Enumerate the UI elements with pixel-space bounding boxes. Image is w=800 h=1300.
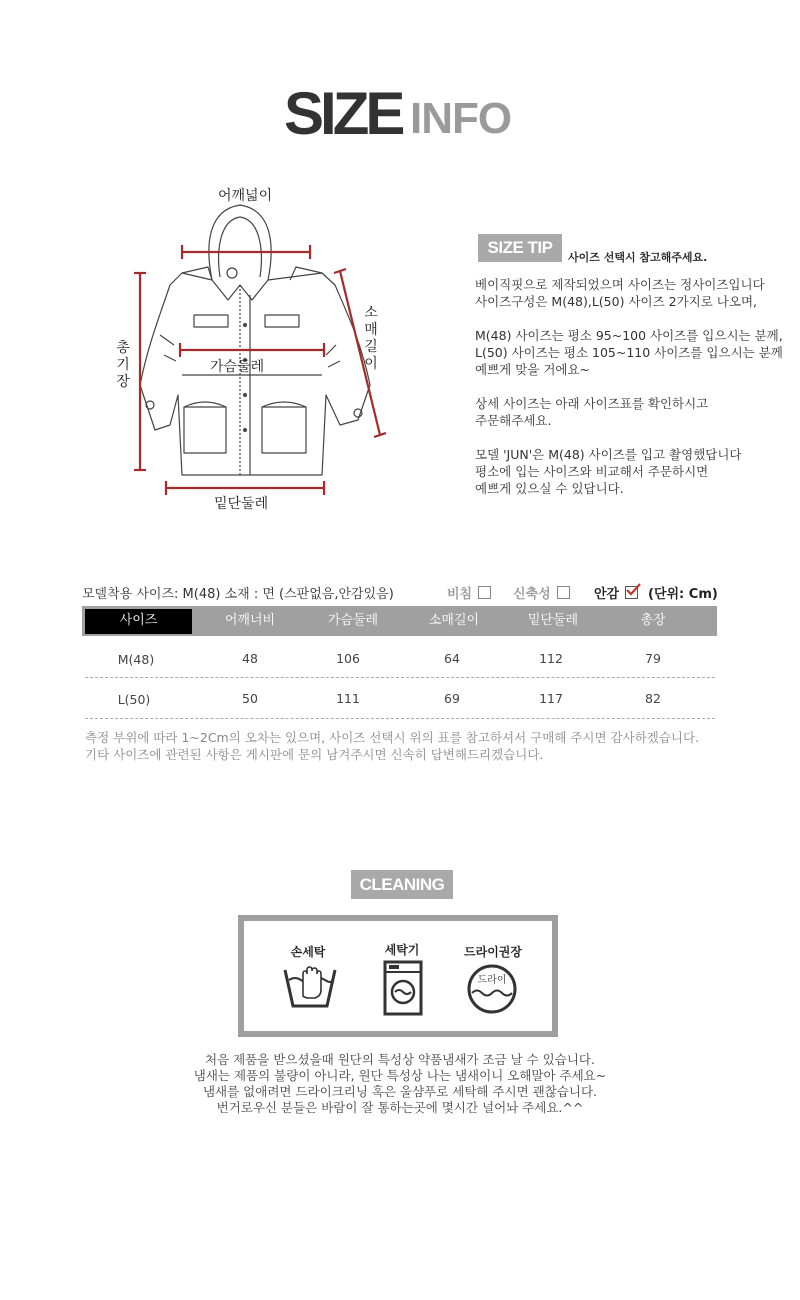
unit-label: (단위: Cm) (648, 587, 718, 602)
lining-label: 안감 (594, 587, 620, 602)
page-title: SIZE (284, 80, 402, 147)
cleaning-badge: CLEANING (351, 870, 453, 899)
size-note: 측정 부위에 따라 1~2Cm의 오차는 있으며, 사이즈 선택시 위의 표를 참고하셔서 구매해 주시면 감사하겠습니다. (85, 730, 700, 745)
table-cell: 82 (645, 691, 661, 706)
tip-line: 모델 'JUN'은 M(48) 사이즈를 입고 촬영했답니다 (475, 447, 742, 462)
column-header: 소매길이 (428, 613, 480, 628)
table-cell: 48 (242, 651, 258, 666)
table-cell: 50 (242, 691, 258, 706)
table-cell: 117 (539, 691, 563, 706)
tip-line: 베이직핏으로 제작되었으며 사이즈는 정사이즈입니다 (475, 277, 765, 292)
tip-line: M(48) 사이즈는 평소 95~100 사이즈를 입으시는 분께, (475, 328, 783, 343)
dry-clean-label: 드라이권장 (464, 945, 522, 959)
tip-line: 예쁘게 있으실 수 있답니다. (475, 481, 624, 496)
see-through-checkbox (478, 586, 491, 599)
column-header: 사이즈 (119, 613, 158, 628)
table-cell: M(48) (117, 652, 155, 667)
machine-wash-label: 세탁기 (384, 943, 420, 957)
column-header: 밑단둘레 (527, 613, 579, 628)
size-tip-badge: SIZE TIP (478, 234, 562, 262)
see-through-option (447, 583, 491, 602)
lining-checkbox-checked (625, 586, 638, 599)
check-icon (625, 583, 641, 597)
sleeve-label: 소매길이 (364, 305, 378, 372)
table-cell: 112 (539, 651, 563, 666)
page-title-sub: INFO (410, 94, 512, 143)
tip-line: 주문해주세요. (475, 413, 552, 428)
table-cell: 106 (336, 651, 360, 666)
hem-label: 밑단둘레 (214, 496, 269, 512)
tip-line: L(50) 사이즈는 평소 105~110 사이즈를 입으시는 분께 (475, 345, 783, 360)
lining-option (594, 583, 638, 602)
table-cell: 111 (336, 691, 360, 706)
shoulder-label: 어깨넓이 (218, 188, 273, 204)
cleaning-note: 번거로우신 분들은 바람이 잘 통하는곳에 몇시간 널어놔 주세요.^^ (216, 1100, 584, 1115)
size-tip-caption: 사이즈 선택시 참고해주세요. (568, 251, 708, 264)
column-header: 총장 (640, 613, 666, 628)
cleaning-note: 냄새는 제품의 불량이 아니라, 원단 특성상 나는 냄새이니 오해말아 주세요~ (193, 1068, 607, 1083)
row-divider (85, 718, 715, 719)
table-cell: L(50) (117, 692, 151, 707)
tip-line: 상세 사이즈는 아래 사이즈표를 확인하시고 (475, 396, 709, 411)
tip-line: 사이즈구성은 M(48),L(50) 사이즈 2가지로 나오며, (475, 294, 757, 309)
table-cell: 79 (645, 651, 661, 666)
washing-machine-icon (383, 960, 423, 1016)
stretch-label: 신축성 (513, 587, 551, 602)
tip-line: 평소에 입는 사이즈와 비교해서 주문하시면 (475, 464, 709, 479)
size-note: 기타 사이즈에 관련된 사항은 게시판에 문의 남겨주시면 신속히 답변해드리겠습니다. (85, 747, 544, 762)
length-label: 총기장 (116, 340, 130, 390)
cleaning-note: 냄새를 없애려면 드라이크리닝 혹은 울샴푸로 세탁해 주시면 괜찮습니다. (202, 1084, 598, 1099)
table-cell: 69 (444, 691, 460, 706)
hand-wash-label: 손세탁 (290, 945, 326, 959)
dry-clean-icon-text: 드라이 (477, 975, 507, 986)
tip-line: 예쁘게 맞을 거에요~ (475, 362, 591, 377)
hand-wash-icon (281, 962, 339, 1012)
see-through-label: 비침 (447, 587, 473, 602)
row-divider (85, 677, 715, 678)
measurement-lines (100, 185, 400, 515)
column-header: 어깨너비 (224, 613, 276, 628)
cleaning-note: 처음 제품을 받으셨을때 원단의 특성상 약품냄새가 조금 날 수 있습니다. (205, 1052, 595, 1067)
table-cell: 64 (444, 651, 460, 666)
stretch-checkbox (557, 586, 570, 599)
chest-label: 가슴둘레 (210, 359, 265, 375)
stretch-option (513, 583, 570, 602)
column-header: 가슴둘레 (327, 613, 379, 628)
model-fabric-info: 모델착용 사이즈: M(48) 소재 : 면 (스판없음,안감있음) (82, 587, 394, 602)
